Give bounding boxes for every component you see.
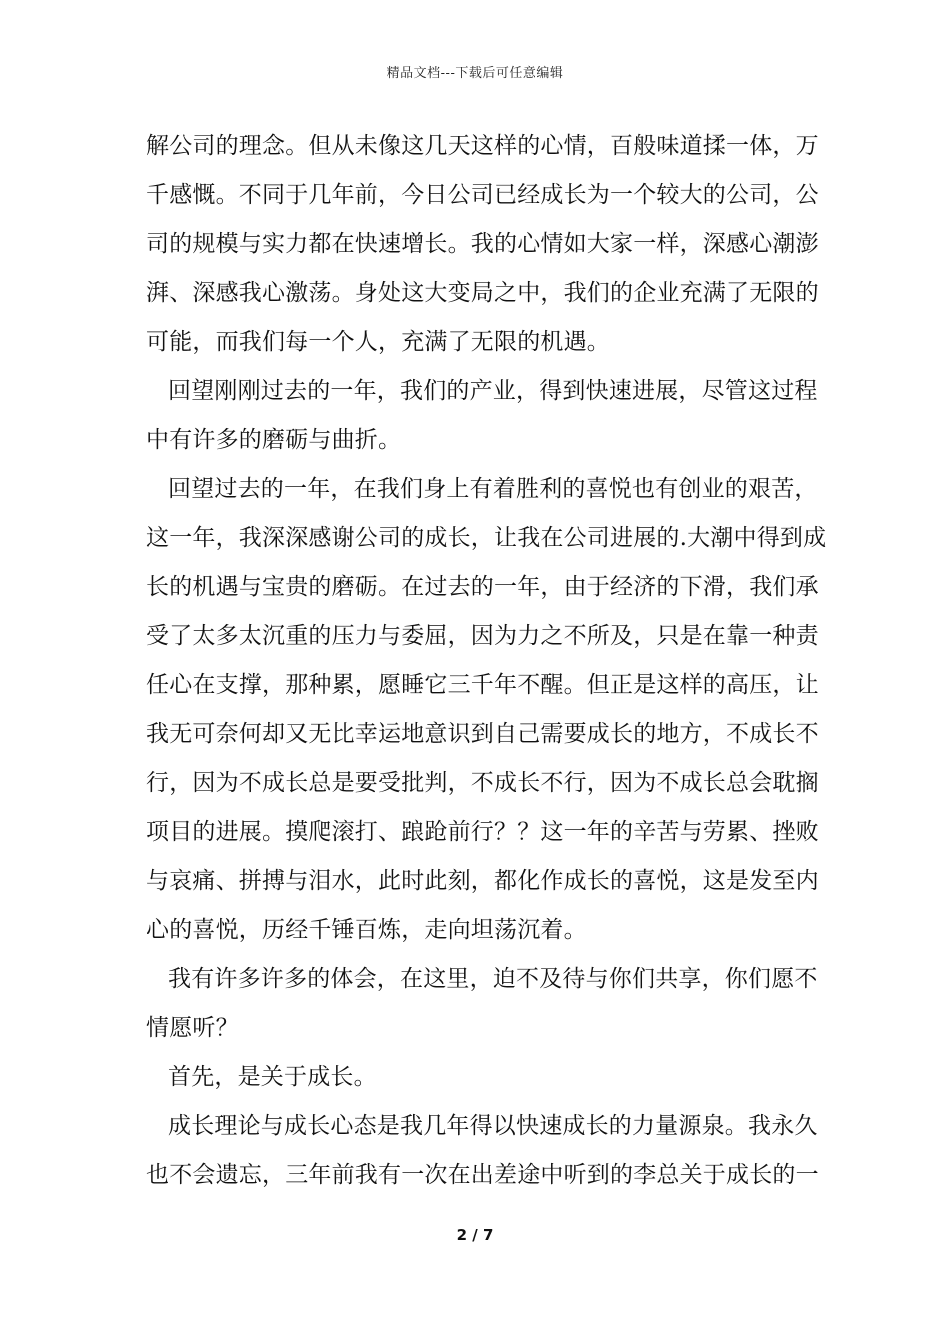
text-line: 回望刚刚过去的一年，我们的产业，得到快速进展，尽管这过程 — [168, 378, 818, 404]
text-line: 我有许多许多的体会，在这里，迫不及待与你们共享，你们愿不 — [168, 966, 818, 992]
text-line: 司的规模与实力都在快速增长。我的心情如大家一样，深感心潮澎 — [146, 231, 819, 257]
text-line: 成长理论与成长心态是我几年得以快速成长的力量源泉。我永久 — [168, 1113, 818, 1139]
text-line: 湃、深感我心激荡。身处这大变局之中，我们的企业充满了无限的 — [146, 280, 819, 306]
text-line: 我无可奈何却又无比幸运地意识到自己需要成长的地方，不成长不 — [146, 721, 819, 747]
text-line: 可能，而我们每一个人，充满了无限的机遇。 — [146, 329, 610, 355]
text-line: 回望过去的一年，在我们身上有着胜利的喜悦也有创业的艰苦， — [168, 476, 818, 502]
page-number: 2 / 7 — [456, 1226, 494, 1244]
paragraph — [146, 122, 819, 367]
paragraph — [146, 367, 818, 465]
document-body — [146, 122, 827, 1200]
text-line: 项目的进展。摸爬滚打、踉跄前行？？这一年的辛苦与劳累、挫败 — [146, 819, 819, 845]
text-line: 心的喜悦，历经千锤百炼，走向坦荡沉着。 — [146, 917, 587, 943]
text-line: 情愿听？ — [146, 1015, 239, 1041]
text-line: 也不会遗忘，三年前我有一次在出差途中听到的李总关于成长的一 — [146, 1162, 819, 1188]
page-header: 精品文档---下载后可任意编辑 — [386, 66, 564, 81]
paragraph — [146, 955, 818, 1053]
paragraph — [146, 465, 827, 955]
paragraph — [146, 1102, 819, 1200]
text-line: 首先，是关于成长。 — [168, 1064, 377, 1090]
paragraph — [146, 1053, 810, 1102]
text-line: 受了太多太沉重的压力与委屈，因为力之不所及，只是在靠一种责 — [146, 623, 819, 649]
text-line: 任心在支撑，那种累，愿睡它三千年不醒。但正是这样的高压，让 — [146, 672, 819, 698]
text-line: 千感慨。不同于几年前，今日公司已经成长为一个较大的公司，公 — [146, 182, 819, 208]
text-line: 行，因为不成长总是要受批判，不成长不行，因为不成长总会耽搁 — [146, 770, 819, 796]
text-line: 长的机遇与宝贵的磨砺。在过去的一年，由于经济的下滑，我们承 — [146, 574, 819, 600]
text-line: 中有许多的磨砺与曲折。 — [146, 427, 402, 453]
text-line: 与哀痛、拼搏与泪水，此时此刻，都化作成长的喜悦，这是发至内 — [146, 868, 819, 894]
text-line: 这一年，我深深感谢公司的成长，让我在公司进展的.大潮中得到成 — [146, 525, 827, 551]
text-line: 解公司的理念。但从未像这几天这样的心情，百般味道揉一体，万 — [146, 133, 819, 159]
